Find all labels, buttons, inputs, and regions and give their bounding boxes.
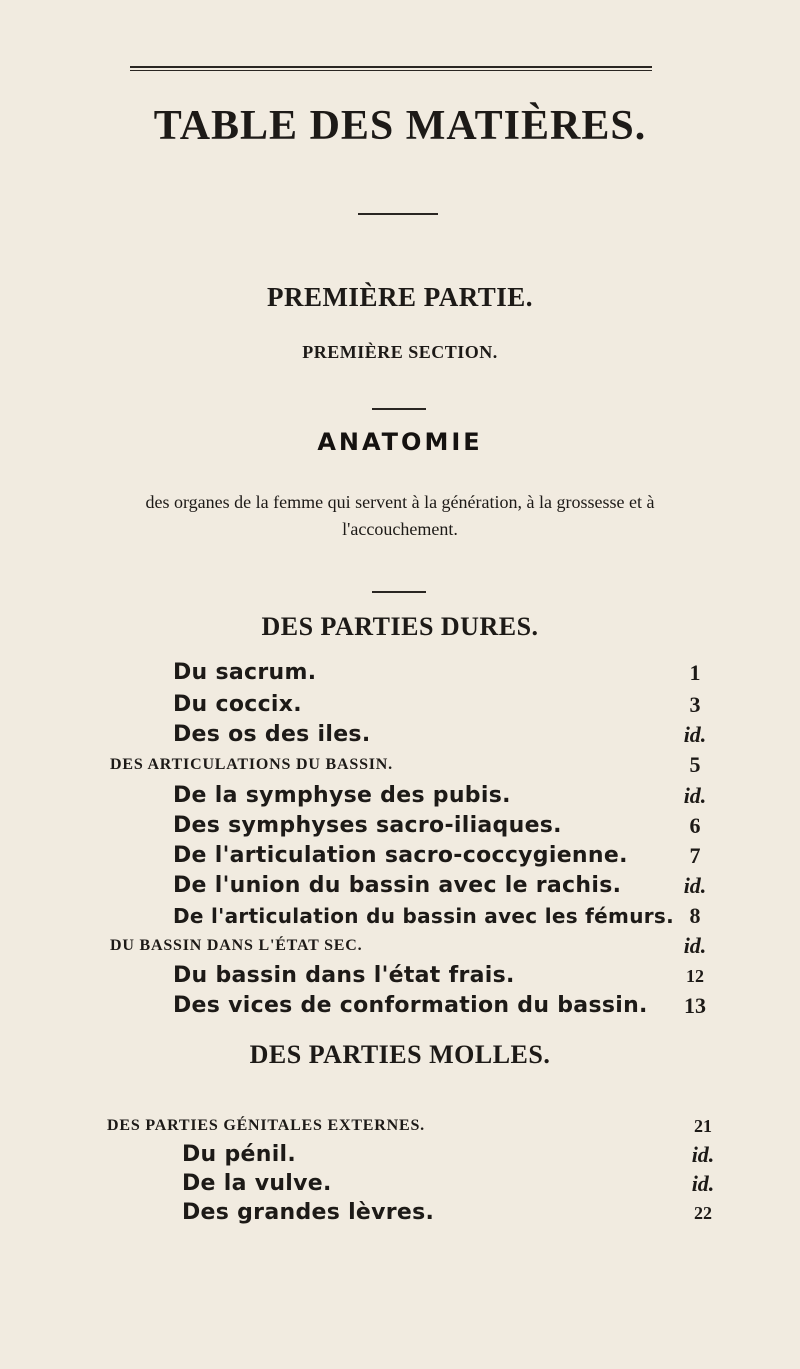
subtitle-line: l'accouchement.: [342, 519, 458, 539]
toc-entry-page: id.: [691, 1171, 715, 1196]
toc-entry-page: 13: [684, 993, 706, 1018]
subtitle: [30, 489, 770, 543]
toc-entry-text: Du pénil.: [182, 1142, 297, 1167]
toc-entry[interactable]: [0, 1141, 800, 1169]
toc-entry-page: id.: [683, 873, 707, 898]
toc-entry-text: Du bassin dans l'état frais.: [173, 963, 515, 988]
toc-entry-text: Du sacrum.: [173, 660, 317, 685]
toc-entry[interactable]: [0, 1170, 800, 1198]
toc-entry-page: id.: [683, 933, 707, 958]
toc-entry[interactable]: [0, 932, 800, 960]
divider-rule: [372, 408, 426, 410]
toc-entry[interactable]: [0, 782, 800, 810]
soft-parts-heading: DES PARTIES MOLLES.: [249, 1040, 551, 1069]
section-title: PREMIÈRE SECTION.: [302, 342, 498, 362]
toc-entry-page: id.: [691, 1142, 715, 1167]
divider-rule: [358, 213, 438, 215]
toc-entry-text: De l'union du bassin avec le rachis.: [173, 873, 622, 898]
divider-rule: [372, 591, 426, 593]
toc-entry-page: 7: [689, 843, 701, 868]
toc-entry[interactable]: [0, 842, 800, 870]
toc-entry-text: Du coccix.: [173, 692, 302, 717]
toc-entry[interactable]: [0, 812, 800, 840]
toc-entry-text: DES ARTICULATIONS DU BASSIN.: [110, 756, 393, 773]
toc-entry-page: 6: [689, 813, 701, 838]
page-title: TABLE DES MATIÈRES.: [153, 103, 647, 149]
toc-entry-page: 3: [689, 692, 701, 717]
toc-entry[interactable]: [0, 962, 800, 990]
toc-entry-text: Des vices de conformation du bassin.: [173, 993, 648, 1018]
toc-entry[interactable]: [0, 691, 800, 719]
toc-entry[interactable]: [0, 1112, 800, 1140]
toc-entry-text: Des grandes lèvres.: [182, 1200, 435, 1225]
top-double-rule: [130, 66, 652, 71]
toc-entry[interactable]: [0, 872, 800, 900]
toc-entry-page: id.: [683, 783, 707, 808]
toc-entry-page: 5: [689, 752, 701, 777]
toc-entry[interactable]: [0, 751, 800, 779]
toc-entry[interactable]: [0, 659, 800, 687]
toc-entry[interactable]: [0, 992, 800, 1020]
toc-entry-text: DES PARTIES GÉNITALES EXTERNES.: [107, 1117, 425, 1134]
toc-entry-page: id.: [683, 722, 707, 747]
toc-entry-text: De la symphyse des pubis.: [173, 783, 511, 808]
toc-entry-page: 21: [694, 1116, 712, 1136]
toc-entry[interactable]: [0, 902, 800, 930]
toc-entry-text: De l'articulation du bassin avec les fémurs.: [173, 904, 674, 928]
toc-entry-text: DU BASSIN DANS L'ÉTAT SEC.: [110, 937, 363, 954]
part-title: PREMIÈRE PARTIE.: [266, 282, 534, 312]
toc-entry-page: 12: [686, 966, 704, 986]
subject-heading: ANATOMIE: [317, 428, 483, 456]
hard-parts-heading: DES PARTIES DURES.: [261, 612, 539, 641]
toc-entry-text: Des symphyses sacro-iliaques.: [173, 813, 562, 838]
subtitle-line: des organes de la femme qui servent à la génération, à la grossesse et à: [145, 492, 655, 512]
toc-entry-page: 8: [689, 903, 701, 928]
toc-entry-text: Des os des iles.: [173, 722, 371, 747]
toc-entry[interactable]: [0, 721, 800, 749]
toc-entry-text: De la vulve.: [182, 1171, 332, 1196]
toc-entry-text: De l'articulation sacro-coccygienne.: [173, 843, 628, 868]
toc-entry-page: 1: [689, 660, 701, 685]
toc-entry-page: 22: [694, 1203, 712, 1223]
toc-entry[interactable]: [0, 1199, 800, 1227]
